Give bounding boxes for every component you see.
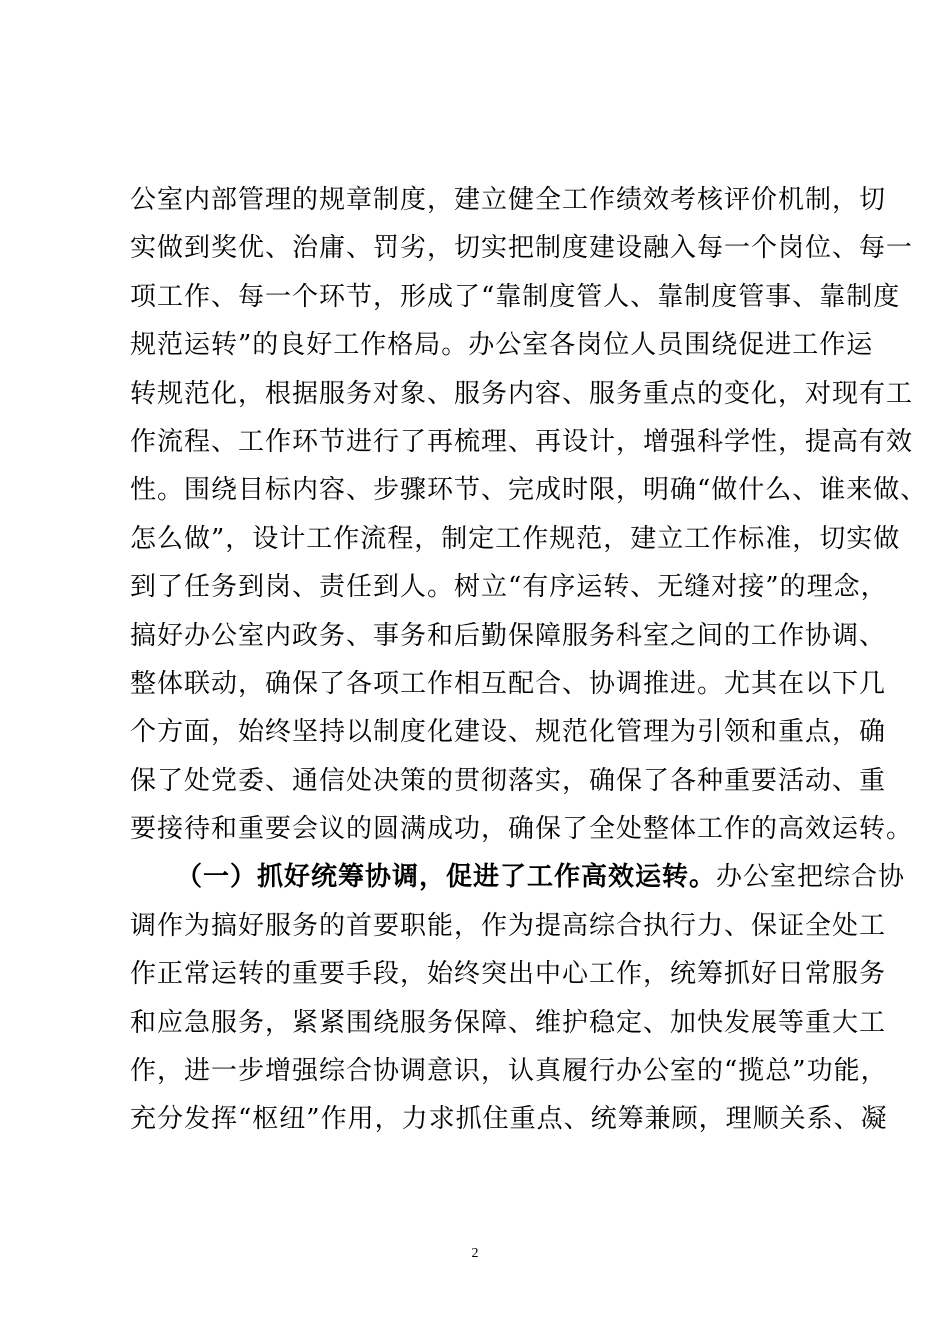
page-number: 2 (471, 1246, 479, 1261)
text-line: 和应急服务，紧紧围绕服务保障、维护稳定、加快发展等重大工 (130, 1007, 887, 1038)
section-heading: （一）抓好统筹协调，促进了工作高效运转。 (176, 862, 717, 893)
body-text (130, 182, 928, 1150)
text-line: 怎么做”，设计工作流程，制定工作规范，建立工作标准，切实做 (130, 523, 901, 554)
text-line: 要接待和重要会议的圆满成功，确保了全处整体工作的高效运转。 (130, 814, 914, 845)
section-heading-line (130, 859, 906, 907)
paragraph-2 (130, 859, 906, 1149)
text-line: 个方面，始终坚持以制度化建设、规范化管理为引领和重点，确 (130, 717, 887, 748)
text-line: 作，进一步增强综合协调意识，认真履行办公室的“揽总”功能， (130, 1056, 888, 1087)
text-line: 搞好办公室内政务、事务和后勤保障服务科室之间的工作协调、 (130, 620, 887, 651)
text-line: 作流程、工作环节进行了再梳理、再设计，增强科学性，提高有效 (130, 426, 914, 457)
heading-line-rest: 办公室把综合协 (716, 862, 906, 893)
text-line: 转规范化，根据服务对象、服务内容、服务重点的变化，对现有工 (130, 378, 914, 409)
text-line: 调作为搞好服务的首要职能，作为提高综合执行力、保证全处工 (130, 910, 887, 941)
text-line: 实做到奖优、治庸、罚劣，切实把制度建设融入每一个岗位、每一 (130, 233, 914, 264)
text-line: 充分发挥“枢纽”作用，力求抓住重点、统筹兼顾，理顺关系、凝 (130, 1104, 888, 1135)
text-line: 整体联动，确保了各项工作相互配合、协调推进。尤其在以下几 (130, 668, 887, 699)
text-line: 到了任务到岗、责任到人。树立“有序运转、无缝对接”的理念， (130, 572, 888, 603)
text-line: 保了处党委、通信处决策的贯彻落实，确保了各种重要活动、重 (130, 765, 887, 796)
text-line: 项工作、每一个环节，形成了“靠制度管人、靠制度管事、靠制度 (130, 281, 901, 312)
text-line: 公室内部管理的规章制度，建立健全工作绩效考核评价机制，切 (130, 185, 887, 215)
text-line: 作正常运转的重要手段，始终突出中心工作，统筹抓好日常服务 (130, 959, 887, 990)
text-line: 规范运转”的良好工作格局。办公室各岗位人员围绕促进工作运 (130, 330, 874, 361)
text-line: 性。围绕目标内容、步骤环节、完成时限，明确“做什么、谁来做、 (130, 475, 928, 506)
paragraph-1 (130, 182, 928, 859)
